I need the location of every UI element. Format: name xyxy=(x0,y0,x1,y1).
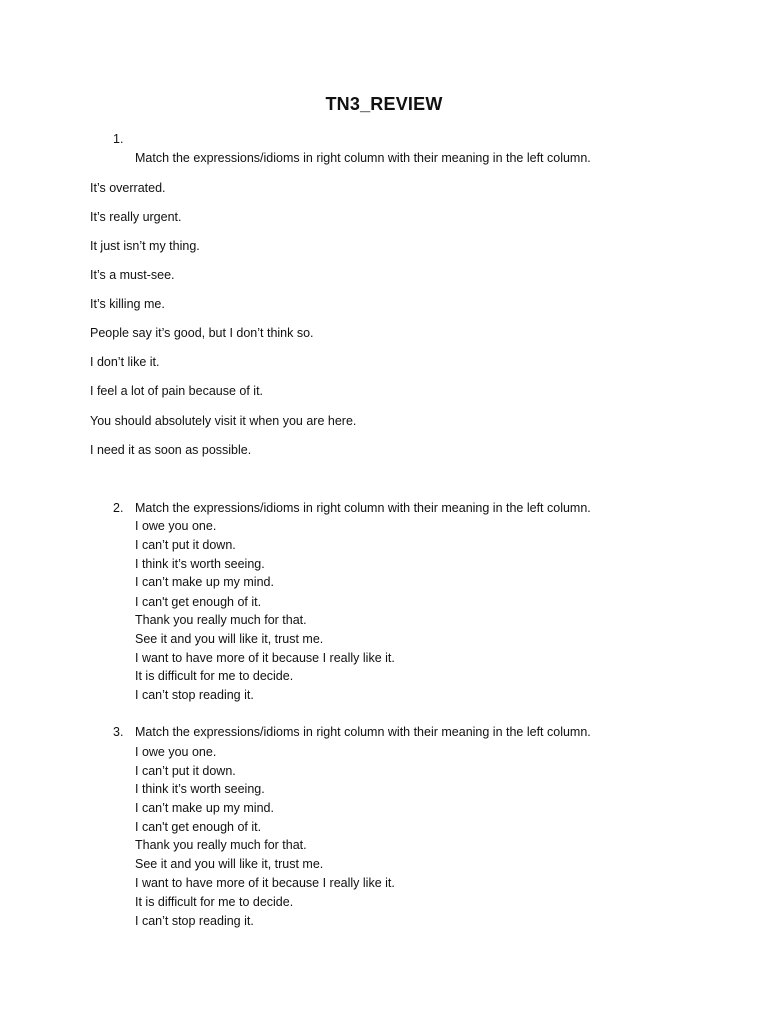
section-2-item: See it and you will like it, trust me. xyxy=(135,632,324,646)
section-3-item: I owe you one. xyxy=(135,745,217,759)
section-1-item: It’s overrated. xyxy=(90,181,166,195)
section-1-number: 1. xyxy=(113,132,124,146)
section-3-instruction: Match the expressions/idioms in right column with their meaning in the left column. xyxy=(135,725,591,739)
section-2-item: I owe you one. xyxy=(135,519,217,533)
section-2-item: I can’t make up my mind. xyxy=(135,575,274,589)
section-1-item: It just isn’t my thing. xyxy=(90,239,200,253)
section-2-instruction: Match the expressions/idioms in right column with their meaning in the left column. xyxy=(135,501,591,515)
section-2-item: I can't get enough of it. xyxy=(135,595,262,609)
section-1-item: It’s a must-see. xyxy=(90,268,175,282)
section-1-item: You should absolutely visit it when you are here. xyxy=(90,414,357,428)
section-3-item: I can’t make up my mind. xyxy=(135,801,274,815)
section-3-item: See it and you will like it, trust me. xyxy=(135,857,324,871)
section-2-number: 2. xyxy=(113,501,124,515)
section-2-item: I can’t stop reading it. xyxy=(135,688,254,702)
section-3-item: I think it’s worth seeing. xyxy=(135,782,265,796)
section-3-item: I can’t stop reading it. xyxy=(135,914,254,928)
section-3-item: It is difficult for me to decide. xyxy=(135,895,294,909)
section-3-item: I want to have more of it because I really like it. xyxy=(135,876,395,890)
section-1-item: It’s really urgent. xyxy=(90,210,182,224)
document-title: TN3_REVIEW xyxy=(325,94,443,114)
section-1-item: I don’t like it. xyxy=(90,355,160,369)
section-2-item: I can’t put it down. xyxy=(135,538,236,552)
section-3-number: 3. xyxy=(113,725,124,739)
section-3-item: I can't get enough of it. xyxy=(135,820,262,834)
section-1-instruction: Match the expressions/idioms in right column with their meaning in the left column. xyxy=(135,151,591,165)
section-3-item: I can’t put it down. xyxy=(135,764,236,778)
section-3-item: Thank you really much for that. xyxy=(135,838,307,852)
section-2-item: Thank you really much for that. xyxy=(135,613,307,627)
section-2-item: I want to have more of it because I really like it. xyxy=(135,651,395,665)
section-1-item: I feel a lot of pain because of it. xyxy=(90,384,264,398)
section-2-item: I think it’s worth seeing. xyxy=(135,557,265,571)
section-2-item: It is difficult for me to decide. xyxy=(135,669,294,683)
section-1-item: I need it as soon as possible. xyxy=(90,443,252,457)
section-1-item: People say it’s good, but I don’t think so. xyxy=(90,326,314,340)
section-1-item: It’s killing me. xyxy=(90,297,165,311)
